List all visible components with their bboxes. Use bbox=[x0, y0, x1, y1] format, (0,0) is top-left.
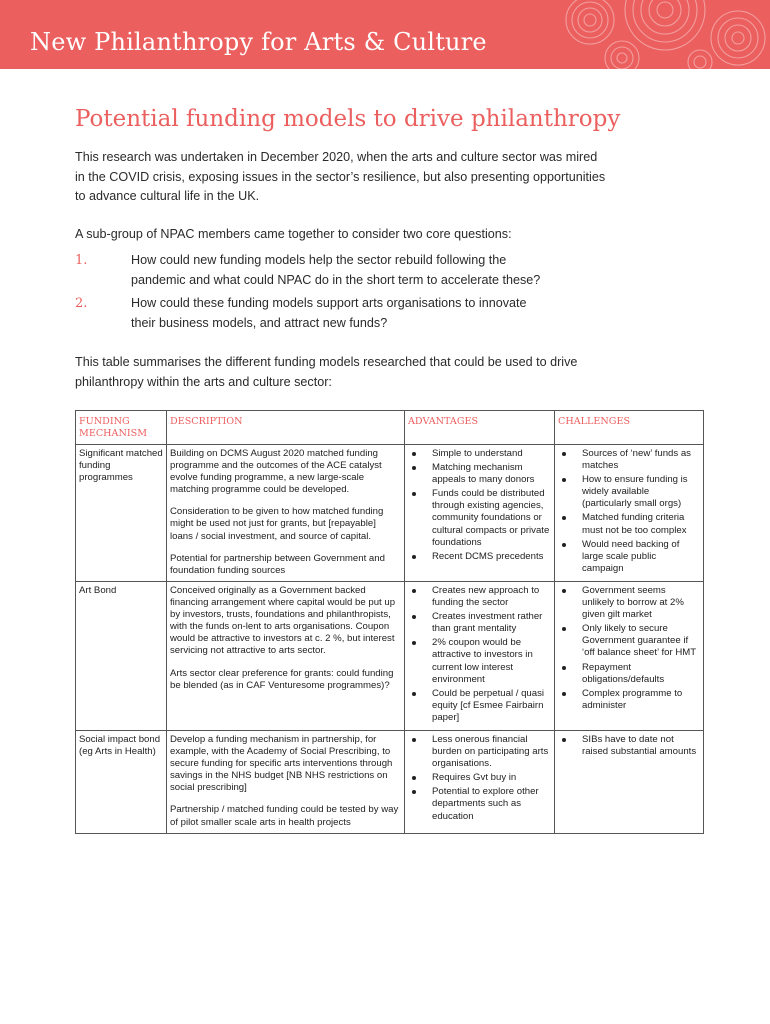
advantages-list bbox=[408, 448, 551, 563]
question-number: 2. bbox=[75, 296, 88, 311]
advantages-list bbox=[408, 734, 551, 823]
challenges-cell bbox=[555, 445, 704, 582]
intro-paragraph bbox=[75, 148, 695, 207]
question-text bbox=[131, 251, 631, 290]
swirl-decoration-icon bbox=[550, 0, 770, 69]
list-item: Repayment obligations/defaults bbox=[558, 662, 700, 686]
list-item: Complex programme to administer bbox=[558, 688, 700, 712]
column-header-challenges: CHALLENGES bbox=[555, 411, 704, 445]
list-item: Government seems unlikely to borrow at 2% given gilt market bbox=[558, 585, 700, 621]
mechanism-cell: Significant matched funding programmes bbox=[76, 445, 167, 582]
mechanism-cell: Art Bond bbox=[76, 581, 167, 730]
challenges-list bbox=[558, 448, 700, 575]
advantages-cell bbox=[405, 445, 555, 582]
list-item: Creates investment rather than grant mentality bbox=[408, 611, 551, 635]
list-item: Simple to understand bbox=[408, 448, 551, 460]
list-item: Requires Gvt buy in bbox=[408, 772, 551, 784]
advantages-list bbox=[408, 585, 551, 724]
table-row bbox=[76, 730, 704, 833]
list-item: Creates new approach to funding the sector bbox=[408, 585, 551, 609]
question-text bbox=[131, 294, 631, 333]
banner-title: New Philanthropy for Arts & Culture bbox=[30, 28, 487, 56]
summary-line: philanthropy within the arts and culture sector: bbox=[75, 374, 332, 389]
list-item: 2% coupon would be attractive to investors in current low interest environment bbox=[408, 637, 551, 685]
list-item: Recent DCMS precedents bbox=[408, 551, 551, 563]
description-paragraph: Building on DCMS August 2020 matched funding programme and the outcomes of the ACE catalyst evolve funding programme, a new large-scale matching programme could be developed. bbox=[170, 448, 382, 496]
list-item: Would need backing of large scale public campaign bbox=[558, 539, 700, 575]
mechanism-cell: Social impact bond (eg Arts in Health) bbox=[76, 730, 167, 833]
description-cell bbox=[167, 581, 405, 730]
column-header-advantages: ADVANTAGES bbox=[405, 411, 555, 445]
challenges-list bbox=[558, 734, 700, 758]
intro-line: This research was undertaken in December 2020, when the arts and culture sector was mired bbox=[75, 150, 598, 164]
question-line: their business models, and attract new funds? bbox=[131, 315, 388, 330]
summary-line: This table summarises the different funding models researched that could be used to drive bbox=[75, 355, 578, 369]
description-paragraph: Develop a funding mechanism in partnership, for example, with the Academy of Social Prescribing, to secure funding for specific arts interventions through savings in the NHS budget [NB NHS restrictions on social prescribing] bbox=[170, 733, 393, 794]
question-line: How could new funding models help the sector rebuild following the bbox=[131, 253, 507, 267]
header-banner bbox=[0, 0, 770, 69]
intro-line: in the COVID crisis, exposing issues in the sector’s resilience, but also presenting opportunities bbox=[75, 169, 606, 184]
list-item: Matching mechanism appeals to many donors bbox=[408, 462, 551, 486]
description-cell bbox=[167, 445, 405, 582]
page-title: Potential funding models to drive philanthropy bbox=[75, 106, 621, 132]
question-line: How could these funding models support arts organisations to innovate bbox=[131, 296, 527, 310]
advantages-cell bbox=[405, 581, 555, 730]
advantages-cell bbox=[405, 730, 555, 833]
list-item: Only likely to secure Government guarantee if ‘off balance sheet’ for HMT bbox=[558, 623, 700, 659]
description-paragraph: Conceived originally as a Government backed financing arrangement where capital would be put up by investors, trusts, foundations and philanthropists, with the funds on-lent to arts organisations. Coupon would be attractive to investors at c. 2 %, but interest servicing not attractive to arts sector. bbox=[170, 584, 396, 657]
challenges-list bbox=[558, 585, 700, 712]
list-item: Less onerous financial burden on participating arts organisations. bbox=[408, 734, 551, 770]
table-row bbox=[76, 445, 704, 582]
list-item: How to ensure funding is widely available (particularly small orgs) bbox=[558, 474, 700, 510]
list-item: Potential to explore other departments such as education bbox=[408, 786, 551, 822]
column-header-mechanism: FUNDING MECHANISM bbox=[76, 411, 167, 445]
description-cell bbox=[167, 730, 405, 833]
summary-paragraph bbox=[75, 353, 695, 392]
list-item: SIBs have to date not raised substantial amounts bbox=[558, 734, 700, 758]
table-header-row bbox=[76, 411, 704, 445]
funding-models-table bbox=[75, 410, 704, 834]
challenges-cell bbox=[555, 730, 704, 833]
description-paragraph: Potential for partnership between Government and foundation funding sources bbox=[170, 552, 385, 576]
question-line: pandemic and what could NPAC do in the short term to accelerate these? bbox=[131, 272, 541, 287]
column-header-description: DESCRIPTION bbox=[167, 411, 405, 445]
list-item: Funds could be distributed through existing agencies, community foundations or cultural compacts or private foundations bbox=[408, 488, 551, 548]
list-item: Sources of ‘new’ funds as matches bbox=[558, 448, 700, 472]
list-item: Matched funding criteria must not be too complex bbox=[558, 512, 700, 536]
description-paragraph: Consideration to be given to how matched funding might be used not just for grants, but [repayable] loans / social investment, and source of capital. bbox=[170, 506, 384, 542]
list-item: Could be perpetual / quasi equity [cf Esmee Fairbairn paper] bbox=[408, 688, 551, 724]
table-row bbox=[76, 581, 704, 730]
subgroup-paragraph: A sub-group of NPAC members came together to consider two core questions: bbox=[75, 227, 512, 241]
challenges-cell bbox=[555, 581, 704, 730]
question-number: 1. bbox=[75, 253, 88, 268]
intro-line: to advance cultural life in the UK. bbox=[75, 189, 260, 203]
description-paragraph: Arts sector clear preference for grants: could funding be blended (as in CAF Venturesome programmes)? bbox=[170, 667, 394, 691]
description-paragraph: Partnership / matched funding could be tested by way of pilot smaller scale arts in health projects bbox=[170, 804, 399, 828]
